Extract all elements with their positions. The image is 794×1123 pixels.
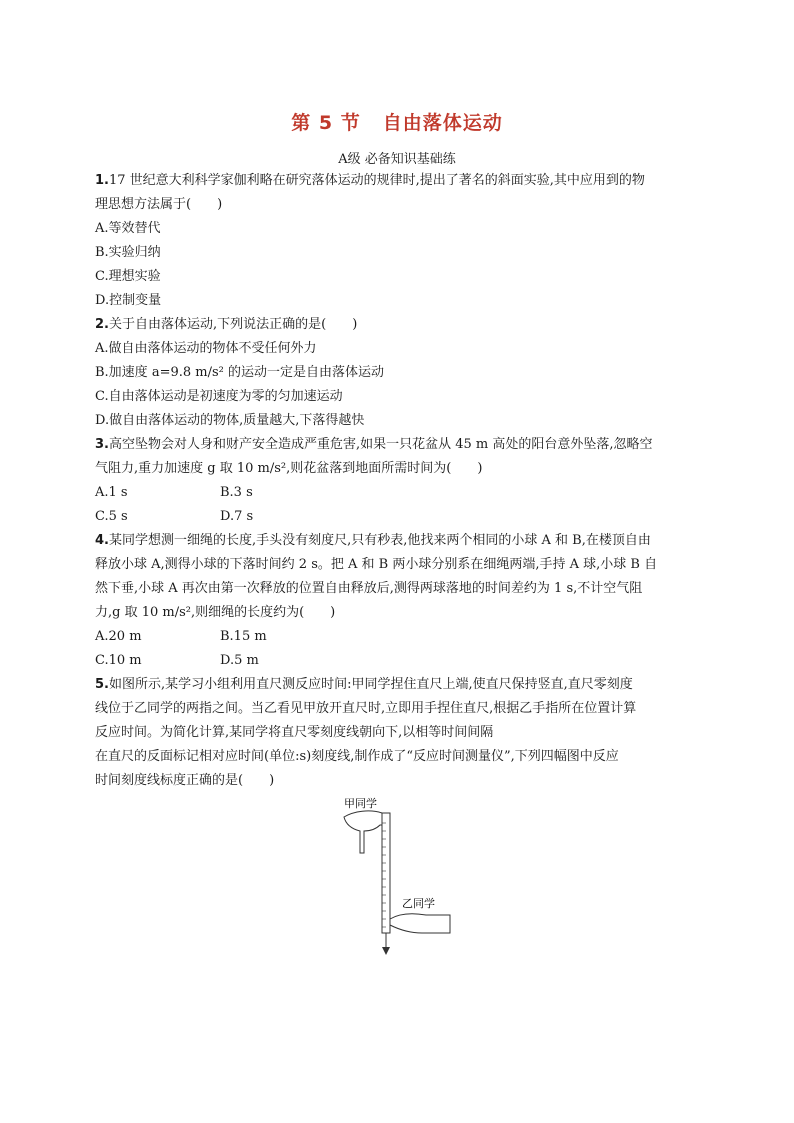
question-number: 1. — [95, 173, 109, 188]
option-c: C.10 m — [95, 653, 142, 668]
option-b: B.实验归纳 — [95, 245, 161, 260]
arrow-down-icon — [382, 947, 390, 955]
question-4-line-2: 释放小球 A,测得小球的下落时间约 2 s。把 A 和 B 两小球分别系在细绳两端,手持 A 球,小球 B 自 — [95, 557, 658, 572]
question-4-text: 某同学想测一细绳的长度,手头没有刻度尺,只有秒表,他找来两个相同的小球 A 和 B,在楼顶自由 — [108, 533, 651, 548]
option-a: A.等效替代 — [95, 221, 161, 236]
section-number: 第 5 节 — [291, 112, 361, 134]
level-heading: A级 必备知识基础练 — [338, 152, 456, 167]
question-3-line-2: 气阻力,重力加速度 g 取 10 m/s²,则花盆落到地面所需时间为( ) — [95, 461, 483, 476]
option-a: A.1 s — [95, 485, 128, 500]
question-1-text: 17 世纪意大利科学家伽利略在研究落体运动的规律时,提出了著名的斜面实验,其中应用到的物 — [108, 173, 645, 188]
question-4-line-1 — [95, 533, 651, 549]
question-3-text: 高空坠物会对人身和财产安全造成严重危害,如果一只花盆从 45 m 高处的阳台意外坠落,忽略空 — [108, 437, 653, 452]
question-2-text: 关于自由落体运动,下列说法正确的是( ) — [108, 317, 358, 332]
option-a: A.20 m — [95, 629, 142, 644]
student-yi-label: 乙同学 — [402, 897, 435, 910]
question-1-line-2: 理思想方法属于( ) — [95, 197, 223, 212]
option-b: B.3 s — [220, 485, 253, 500]
question-number: 3. — [95, 437, 109, 452]
question-5-line-3: 反应时间。为简化计算,某同学将直尺零刻度线朝向下,以相等时间间隔 — [95, 725, 494, 740]
option-a: A.做自由落体运动的物体不受任何外力 — [95, 341, 317, 356]
question-3-line-1 — [95, 437, 653, 453]
question-5-line-5: 时间刻度线标度正确的是( ) — [95, 773, 275, 788]
option-b: B.15 m — [220, 629, 267, 644]
option-c: C.5 s — [95, 509, 128, 524]
question-5-line-4: 在直尺的反面标记相对应时间(单位:s)刻度线,制作成了“反应时间测量仪”,下列四幅图中反应 — [95, 749, 619, 764]
student-jia-label: 甲同学 — [344, 797, 377, 810]
ruler-reaction-figure — [330, 795, 460, 960]
question-5-text: 如图所示,某学习小组利用直尺测反应时间:甲同学捏住直尺上端,使直尺保持竖直,直尺零刻度 — [108, 677, 633, 692]
option-d: D.控制变量 — [95, 293, 162, 308]
question-4-line-4: 力,g 取 10 m/s²,则细绳的长度约为( ) — [95, 605, 336, 620]
question-5-line-2: 线位于乙同学的两指之间。当乙看见甲放开直尺时,立即用手捏住直尺,根据乙手指所在位置计算 — [95, 701, 637, 716]
question-5-line-1 — [95, 677, 633, 693]
question-number: 2. — [95, 317, 109, 332]
option-d: D.7 s — [220, 509, 254, 524]
question-number: 5. — [95, 677, 109, 692]
question-1-line-1 — [95, 173, 645, 189]
option-c: C.理想实验 — [95, 269, 161, 284]
question-number: 4. — [95, 533, 109, 548]
bottom-hand-icon — [390, 914, 450, 933]
section-name: 自由落体运动 — [382, 112, 503, 134]
option-d: D.5 m — [220, 653, 259, 668]
question-2-line-1 — [95, 317, 357, 333]
option-b: B.加速度 a=9.8 m/s² 的运动一定是自由落体运动 — [95, 365, 384, 380]
question-4-line-3: 然下垂,小球 A 再次由第一次释放的位置自由释放后,测得两球落地的时间差约为 1 s,不计空气阻 — [95, 581, 643, 596]
section-title — [0, 108, 794, 135]
option-c: C.自由落体运动是初速度为零的匀加速运动 — [95, 389, 343, 404]
top-hand-icon — [344, 811, 388, 853]
option-d: D.做自由落体运动的物体,质量越大,下落得越快 — [95, 413, 365, 428]
